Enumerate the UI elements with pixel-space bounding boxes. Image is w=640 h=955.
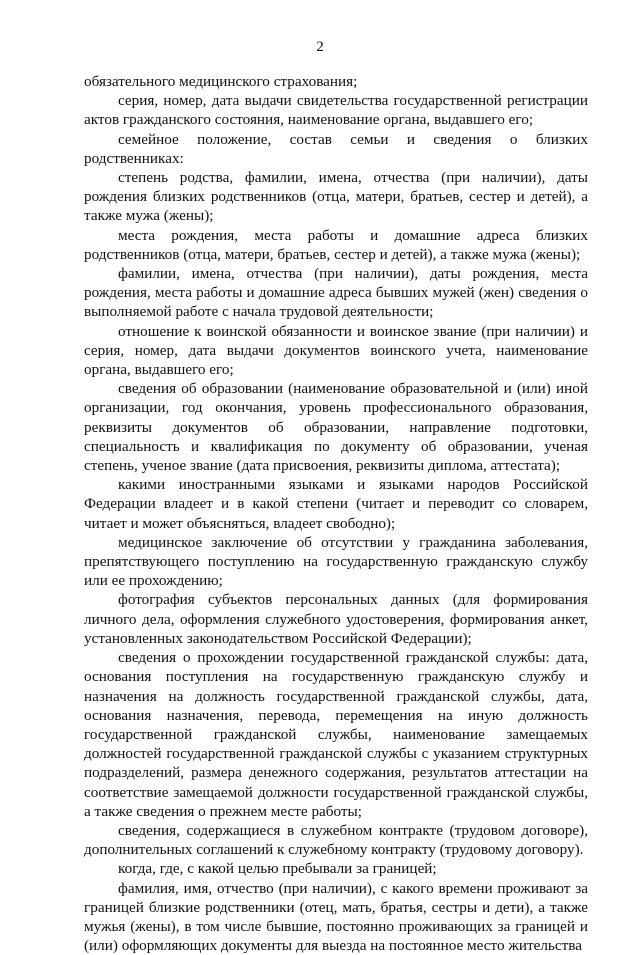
document-body [84, 72, 588, 955]
paragraph: отношение к воинской обязанности и воинское звание (при наличии) и серия, номер, дата выдачи документов воинского учета, наименование органа, выдавшего его; [84, 322, 588, 379]
paragraph: степень родства, фамилии, имена, отчества (при наличии), даты рождения близких родственников (отца, матери, братьев, сестер и детей), а также мужа (жены); [84, 169, 588, 225]
paragraph: фамилии, имена, отчества (при наличии), даты рождения, места рождения, места работы и домашние адреса бывших мужей (жен) сведения о выполняемой работе с начала трудовой деятельности; [84, 265, 588, 321]
paragraph: сведения об образовании (наименование образовательной и (или) иной организации, год окончания, уровень профессионального образования, реквизиты документов об образовании, направление подготовки, специальность и квалификация по документу об образовании, ученая степень, ученое звание (дата присвоения, реквизиты диплома, аттестата); [84, 380, 588, 475]
paragraph: семейное положение, состав семьи и сведения о близких родственниках: [84, 130, 588, 167]
paragraph: сведения о прохождении государственной гражданской службы: дата, основания поступления на государственную гражданскую службу и назначения на должность государственной гражданской службы, дата, основания назначения, перевода, перемещения на иную должность государственной гражданской службы, наименование замещаемых должностей государственной гражданской службы с указанием структурных подразделений, размера денежного содержания, результатов аттестации на соответствие замещаемой должности государственной гражданской службы, а также сведения о прежнем месте работы; [84, 649, 588, 820]
paragraph: медицинское заключение об отсутствии у гражданина заболевания, препятствующего поступлению на государственную гражданскую службу или ее прохождению; [84, 533, 588, 590]
paragraph: какими иностранными языками и языками народов Российской Федерации владеет и в какой степени (читает и переводит со словарем, читает и может объясняться, владеет свободно); [84, 476, 588, 532]
paragraph: сведения, содержащиеся в служебном контракте (трудовом договоре), дополнительных соглашений к служебному контракту (трудовому договору). [84, 821, 588, 859]
paragraph: фотография субъектов персональных данных (для формирования личного дела, оформления служебного удостоверения, формирования анкет, установленных законодательством Российской Федерации); [84, 591, 588, 647]
paragraph: фамилия, имя, отчество (при наличии), с какого времени проживают за границей близкие родственники (отец, мать, братья, сестры и дети), а также мужья (жены), в том числе бывшие, постоянно проживающих за границей и (или) оформляющих документы для выезда на постоянное место жительства [84, 879, 588, 955]
page-number: 2 [316, 39, 324, 55]
paragraph: когда, где, с какой целью пребывали за границей; [118, 860, 437, 878]
paragraph: обязательного медицинского страхования; [84, 73, 358, 90]
paragraph: серия, номер, дата выдачи свидетельства государственной регистрации актов гражданского состояния, наименование органа, выдавшего его; [84, 92, 588, 129]
paragraph: места рождения, места работы и домашние адреса близких родственников (отца, матери, братьев, сестер и детей), а также мужа (жены); [84, 226, 588, 263]
